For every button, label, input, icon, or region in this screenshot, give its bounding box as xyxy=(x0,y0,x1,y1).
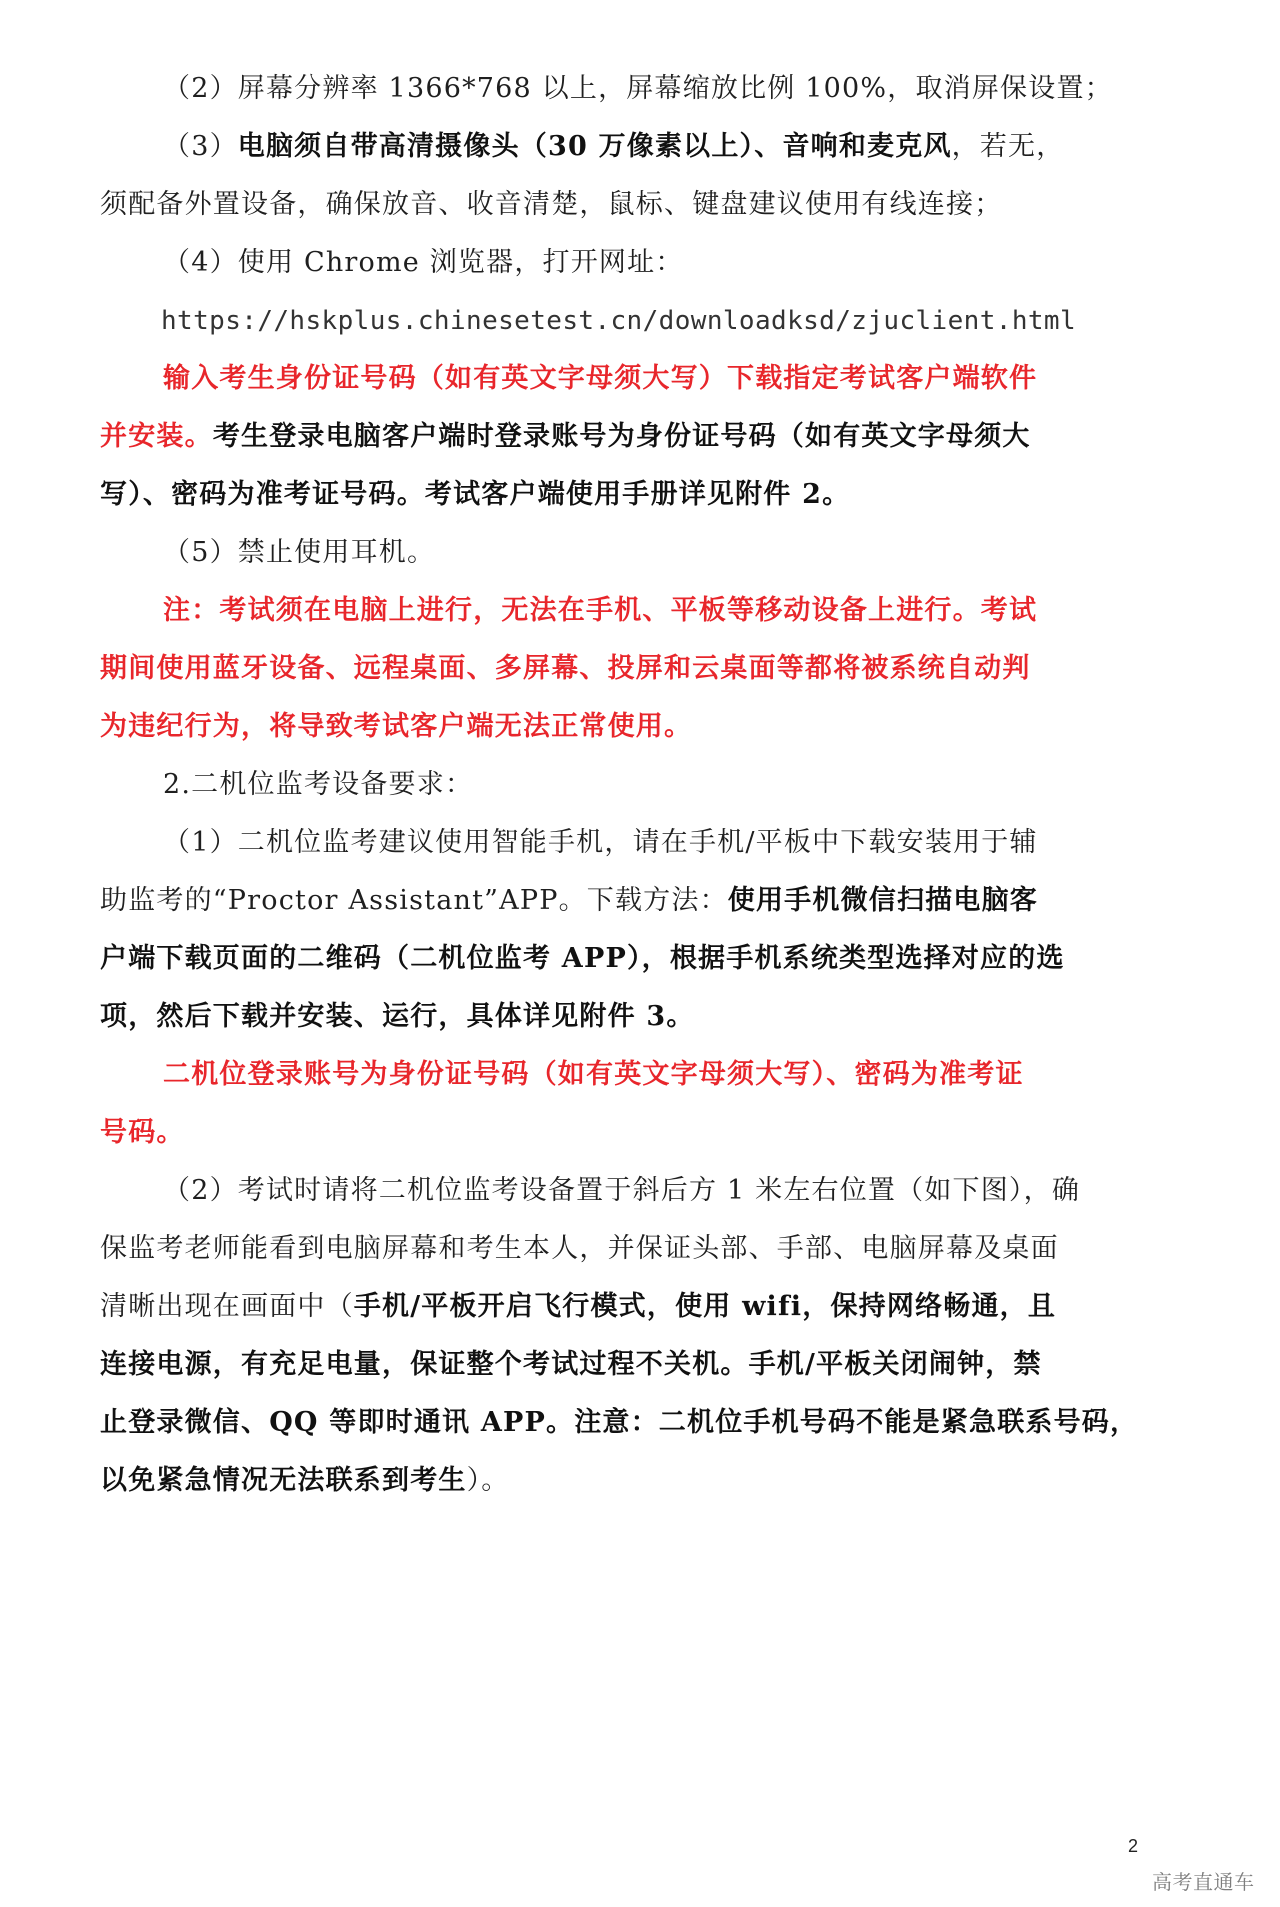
sub-item-1-line-3: 户端下载页面的二维码（二机位监考 APP），根据手机系统类型选择对应的选 xyxy=(100,943,1065,974)
item-camera-label: （3） xyxy=(163,131,238,162)
red-note-line-3: 为违纪行为，将导致考试客户端无法正常使用。 xyxy=(100,711,693,742)
sub-item-1-line-2 xyxy=(100,872,1140,930)
sub-item-2-line-6 xyxy=(100,1452,1140,1510)
document-page xyxy=(100,60,1140,1510)
red-install-end: 并安装。 xyxy=(100,421,213,452)
client-login-password: 写）、密码为准考证号码。考试客户端使用手册详见附件 2。 xyxy=(100,479,851,510)
client-login-account: 考生登录电脑客户端时登录账号为身份证号码（如有英文字母须大 xyxy=(212,421,1031,452)
sub-item-1-line-4: 项，然后下载并安装、运行，具体详见附件 3。 xyxy=(100,1001,695,1032)
item-screen-resolution: （2）屏幕分辨率 1366*768 以上，屏幕缩放比例 100%，取消屏保设置； xyxy=(163,73,1113,104)
sub-item-2-closing: ）。 xyxy=(466,1465,510,1496)
sub-item-1-line-1: （1）二机位监考建议使用智能手机，请在手机/平板中下载安装用于辅 xyxy=(163,827,1038,858)
red-second-camera-login-1: 二机位登录账号为身份证号码（如有英文字母须大写）、密码为准考证 xyxy=(163,1059,1024,1090)
red-install-instruction: 输入考生身份证号码（如有英文字母须大写）下载指定考试客户端软件 xyxy=(163,363,1038,394)
sub-item-2-line-4: 连接电源，有充足电量，保证整个考试过程不关机。手机/平板关闭闹钟，禁 xyxy=(100,1349,1042,1380)
item-chrome-browser: （4）使用 Chrome 浏览器，打开网址： xyxy=(163,247,684,278)
item-no-headphones: （5）禁止使用耳机。 xyxy=(163,537,436,568)
sub-item-1-download-method: 使用手机微信扫描电脑客 xyxy=(727,885,1038,916)
sub-item-2-line-5: 止登录微信、QQ 等即时通讯 APP。注意：二机位手机号码不能是紧急联系号码， xyxy=(100,1407,1139,1438)
item-camera-bold-text: 电脑须自带高清摄像头（30 万像素以上）、音响和麦克风 xyxy=(237,131,952,162)
item-camera-requirement xyxy=(100,118,1140,176)
watermark-text: 高考直通车 xyxy=(1152,1870,1255,1894)
red-note-line-2: 期间使用蓝牙设备、远程桌面、多屏幕、投屏和云桌面等都将被系统自动判 xyxy=(100,653,1031,684)
sub-item-2-clear-view: 清晰出现在画面中（ xyxy=(100,1291,354,1322)
sub-item-2-line-1: （2）考试时请将二机位监考设备置于斜后方 1 米左右位置（如下图），确 xyxy=(163,1175,1081,1206)
section-heading-second-camera: 2.二机位监考设备要求： xyxy=(163,769,474,800)
item-camera-continued: 须配备外置设备，确保放音、收音清楚，鼠标、键盘建议使用有线连接； xyxy=(100,189,1003,220)
item-camera-rest: ，若无， xyxy=(951,131,1065,162)
install-login-line xyxy=(100,408,1140,466)
sub-item-2-line-2: 保监考老师能看到电脑屏幕和考生本人，并保证头部、手部、电脑屏幕及桌面 xyxy=(100,1233,1059,1264)
sub-item-2-emergency-contact: 以免紧急情况无法联系到考生 xyxy=(100,1465,467,1496)
sub-item-2-airplane-mode: 手机/平板开启飞行模式，使用 wifi，保持网络畅通，且 xyxy=(353,1291,1057,1322)
red-second-camera-login-2: 号码。 xyxy=(100,1117,185,1148)
red-note-line-1: 注：考试须在电脑上进行，无法在手机、平板等移动设备上进行。考试 xyxy=(163,595,1038,626)
page-number: 2 xyxy=(1128,1836,1139,1856)
sub-item-2-line-3 xyxy=(100,1278,1140,1336)
sub-item-1-app-name: 助监考的“Proctor Assistant”APP。下载方法： xyxy=(100,885,728,916)
download-url: https://hskplus.chinesetest.cn/downloadksd/zjuclient.html xyxy=(161,306,1077,336)
